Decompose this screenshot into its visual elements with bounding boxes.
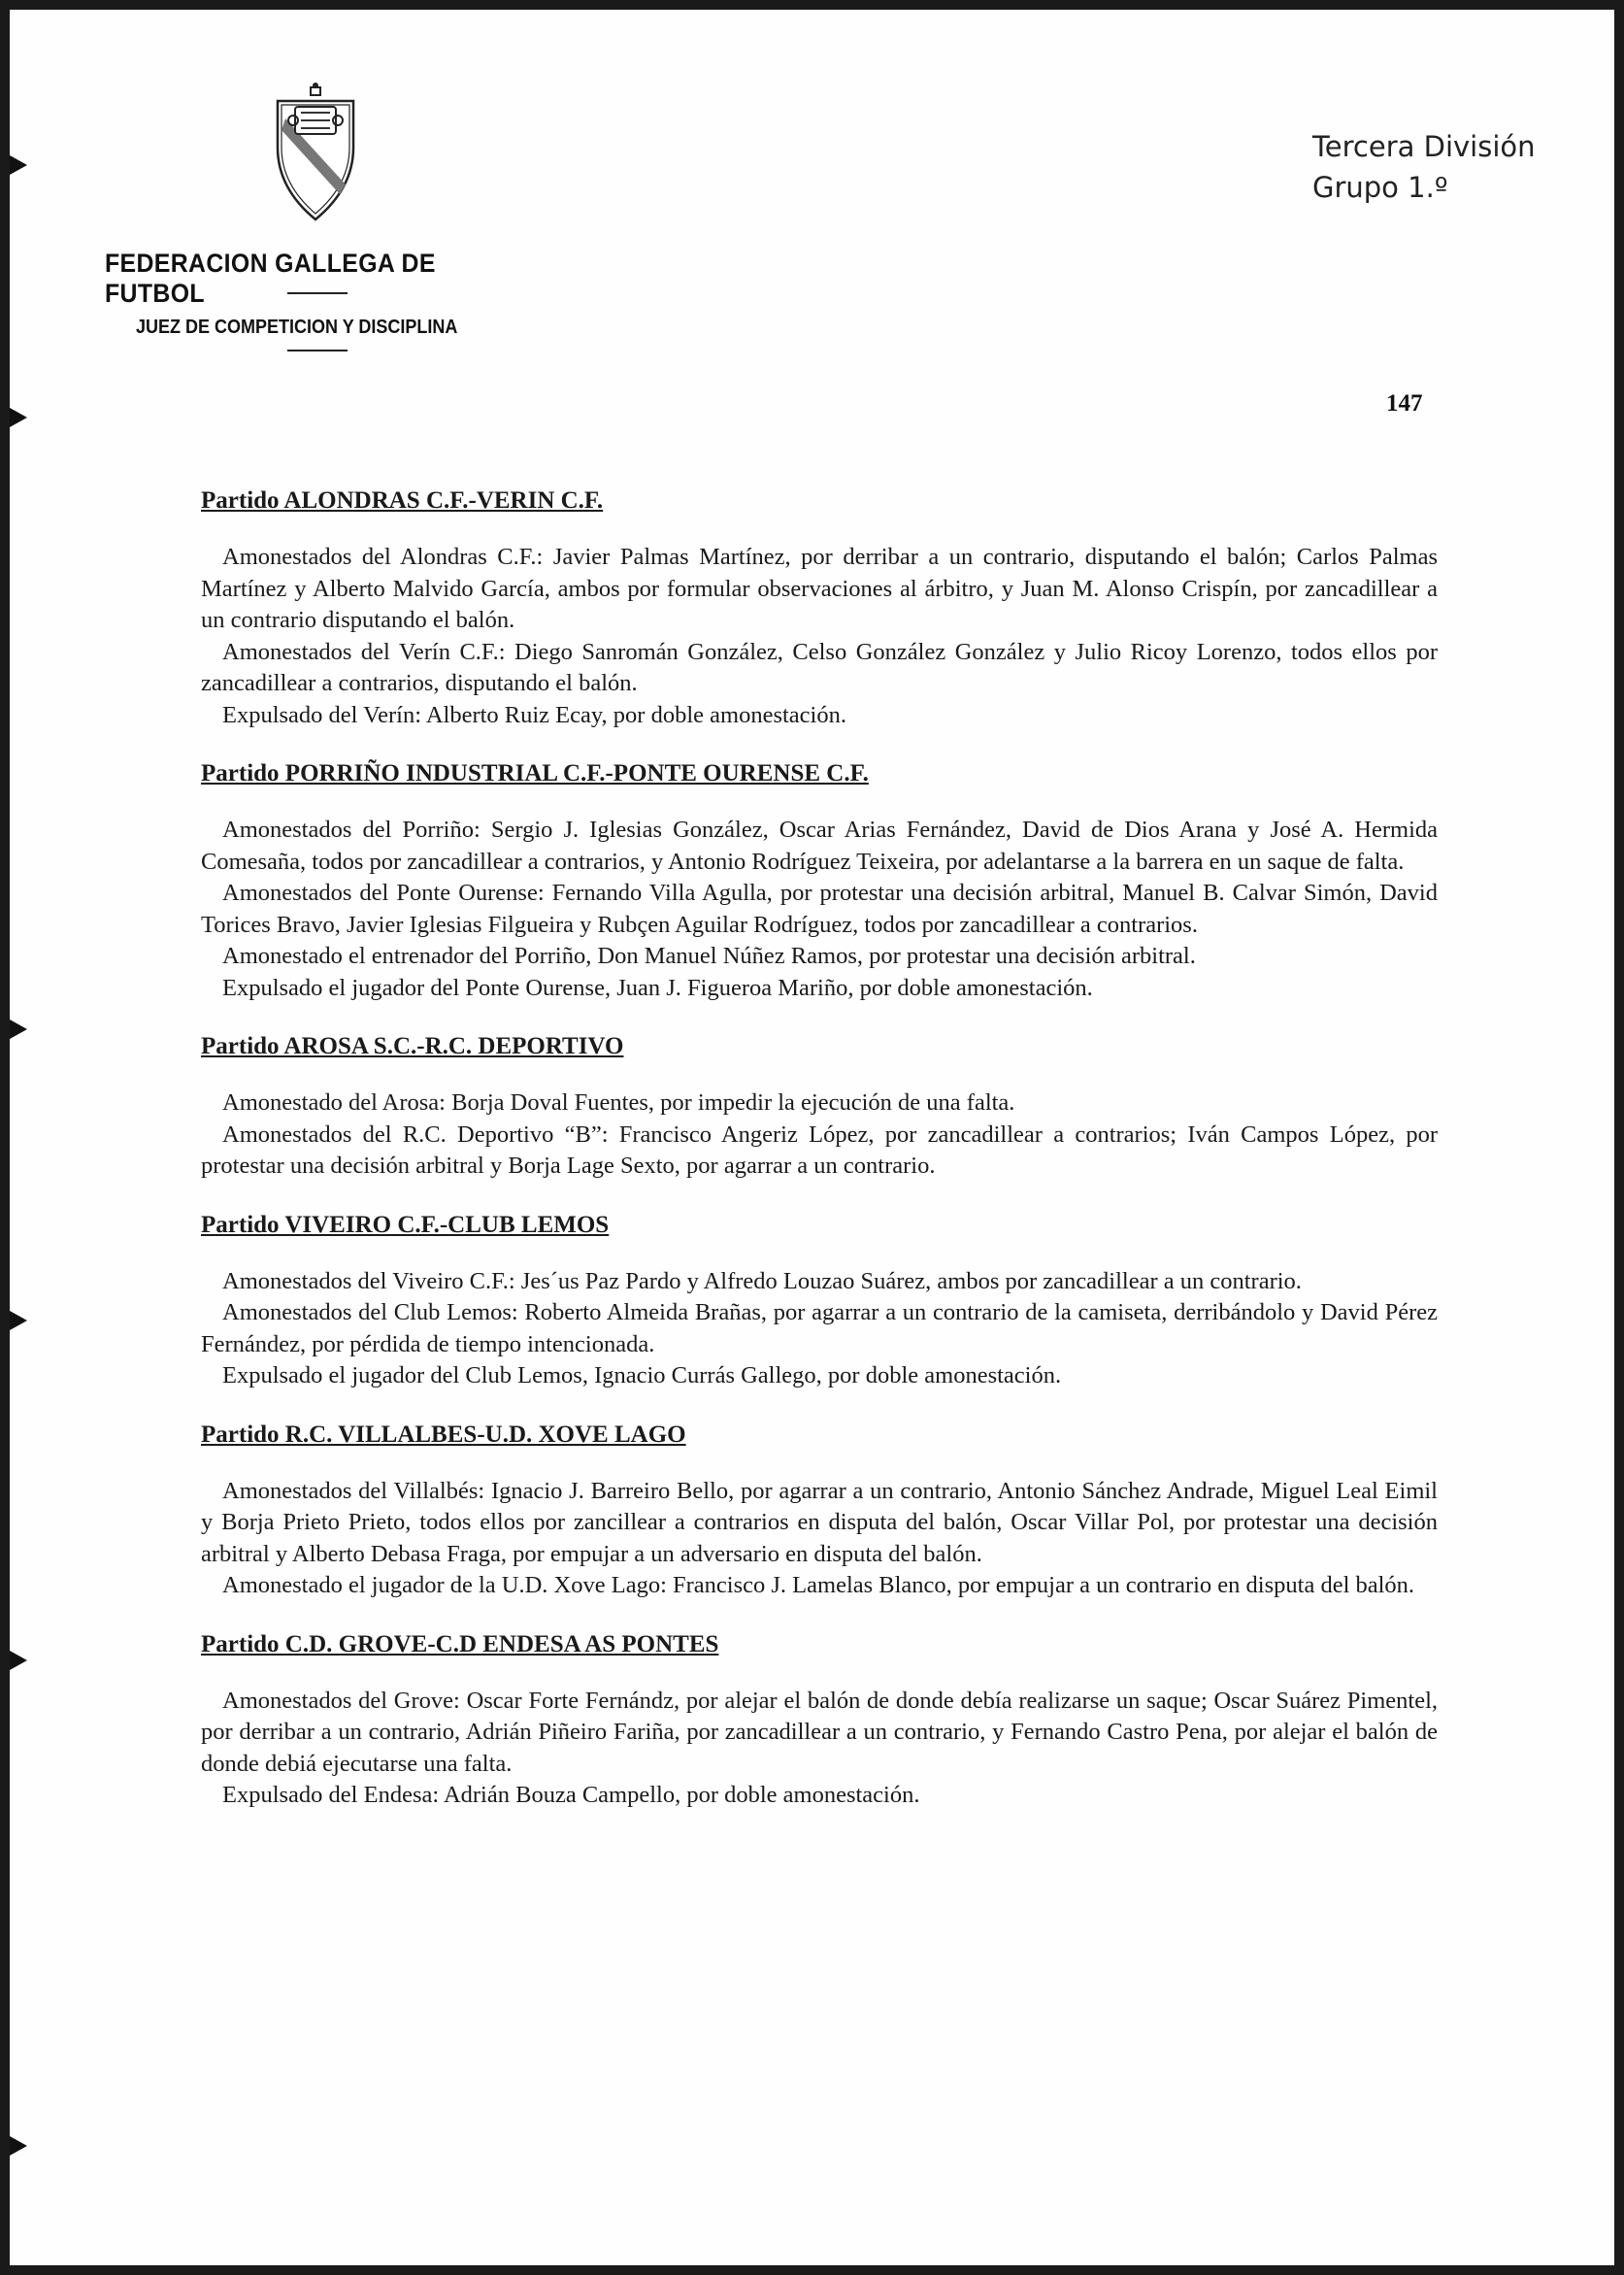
match-section — [201, 1625, 1438, 1812]
divider — [287, 350, 348, 351]
match-section — [201, 754, 1438, 1004]
match-title: Partido PORRIÑO INDUSTRIAL C.F.-PONTE OURENSE C.F. — [201, 760, 869, 786]
match-section — [201, 1027, 1438, 1183]
scan-edge-mark — [10, 408, 27, 427]
sanction-paragraph: Expulsado el jugador del Ponte Ourense, Juan J. Figueroa Mariño, por doble amonestación. — [222, 974, 1093, 1001]
committee-name: JUEZ DE COMPETICION Y DISCIPLINA — [136, 317, 458, 338]
division-label — [1312, 126, 1536, 208]
federation-name: FEDERACION GALLEGA DE FUTBOL — [105, 249, 436, 308]
match-section — [201, 482, 1438, 731]
sanction-paragraph: Expulsado el jugador del Club Lemos, Ignacio Currás Gallego, por doble amonestación. — [222, 1362, 1062, 1388]
scan-edge-mark — [10, 1651, 27, 1670]
division-line: Tercera División — [1312, 130, 1536, 163]
group-line: Grupo 1.º — [1312, 171, 1448, 204]
sanction-paragraph: Amonestados del Alondras C.F.: Javier Palmas Martínez, por derribar a un contrario, disputando el balón; Carlos Palmas Martínez y Alberto Malvido García, ambos por formular observaciones al árbitro, y Juan M. Alonso Crispín, por zancadillear a un contrario disputando el balón. — [201, 544, 1438, 633]
match-list — [201, 482, 1438, 1835]
sanction-paragraph: Amonestados del Porriño: Sergio J. Iglesias González, Oscar Arias Fernández, David de Dios Arana y José A. Hermida Comesaña, todos por zancadillear a contrarios, y Antonio Rodríguez Teixeira, por adelantarse a la barrera en un saque de falta. — [201, 817, 1438, 875]
sanction-paragraph: Amonestados del R.C. Deportivo “B”: Francisco Angeriz López, por zancadillear a contrarios; Iván Campos López, por protestar una decisión arbitral y Borja Lage Sexto, por agarrar a un contrario. — [201, 1121, 1438, 1179]
scan-edge-mark — [10, 155, 27, 175]
match-title: Partido R.C. VILLALBES-U.D. XOVE LAGO — [201, 1421, 686, 1448]
sanction-paragraph: Amonestados del Club Lemos: Roberto Almeida Brañas, por agarrar a un contrario de la camiseta, derribándolo y David Pérez Fernández, por pérdida de tiempo intencionada. — [201, 1299, 1438, 1357]
match-section — [201, 1206, 1438, 1392]
sanction-paragraph: Amonestados del Viveiro C.F.: Jes´us Paz Pardo y Alfredo Louzao Suárez, ambos por zancadillear a un contrario. — [222, 1267, 1302, 1294]
sanction-paragraph: Amonestados del Villalbés: Ignacio J. Barreiro Bello, por agarrar a un contrario, Antonio Sánchez Andrade, Miguel Leal Eimil y Borja Prieto Prieto, todos ellos por zancillear a contrarios en disputa del balón, Oscar Villar Pol, por protestar una decisión arbitral y Alberto Debasa Fraga, por empujar a un adversario en disputa del balón. — [201, 1477, 1438, 1567]
page-number: 147 — [1386, 390, 1423, 417]
match-title: Partido AROSA S.C.-R.C. DEPORTIVO — [201, 1033, 624, 1059]
match-title: Partido VIVEIRO C.F.-CLUB LEMOS — [201, 1211, 610, 1238]
document-page — [10, 10, 1614, 2265]
match-title: Partido ALONDRAS C.F.-VERIN C.F. — [201, 487, 604, 514]
scan-edge-mark — [10, 1311, 27, 1330]
match-title: Partido C.D. GROVE-C.D ENDESA AS PONTES — [201, 1630, 719, 1657]
sanction-paragraph: Amonestados del Grove: Oscar Forte Fernándz, por alejar el balón de donde debía realizarse un saque; Oscar Suárez Pimentel, por derribar a un contrario, Adrián Piñeiro Fariña, por zancadillear a un contrario, y Fernando Castro Pena, por alejar el balón de donde debiá ejecutarse una falta. — [201, 1687, 1438, 1777]
sanction-paragraph: Amonestado del Arosa: Borja Doval Fuentes, por impedir la ejecución de una falta. — [222, 1089, 1015, 1116]
scan-edge-mark — [10, 1020, 27, 1039]
federation-crest-icon — [272, 80, 359, 223]
divider — [287, 292, 348, 294]
sanction-paragraph: Amonestado el jugador de la U.D. Xove Lago: Francisco J. Lamelas Blanco, por empujar a un contrario en disputa del balón. — [222, 1572, 1415, 1598]
sanction-paragraph: Amonestado el entrenador del Porriño, Don Manuel Núñez Ramos, por protestar una decisión arbitral. — [222, 943, 1196, 969]
match-section — [201, 1416, 1438, 1602]
sanction-paragraph: Amonestados del Verín C.F.: Diego Sanromán González, Celso González González y Julio Ricoy Lorenzo, todos ellos por zancadillear a contrarios, disputando el balón. — [201, 638, 1438, 696]
scan-edge-mark — [10, 2136, 27, 2156]
sanction-paragraph: Expulsado del Endesa: Adrián Bouza Campello, por doble amonestación. — [222, 1782, 920, 1808]
sanction-paragraph: Expulsado del Verín: Alberto Ruiz Ecay, por doble amonestación. — [222, 701, 846, 728]
sanction-paragraph: Amonestados del Ponte Ourense: Fernando Villa Agulla, por protestar una decisión arbitral, Manuel B. Calvar Simón, David Torices Bravo, Javier Iglesias Filgueira y Rubçen Aguilar Rodríguez, todos por zancadillear a contrarios. — [201, 880, 1438, 938]
